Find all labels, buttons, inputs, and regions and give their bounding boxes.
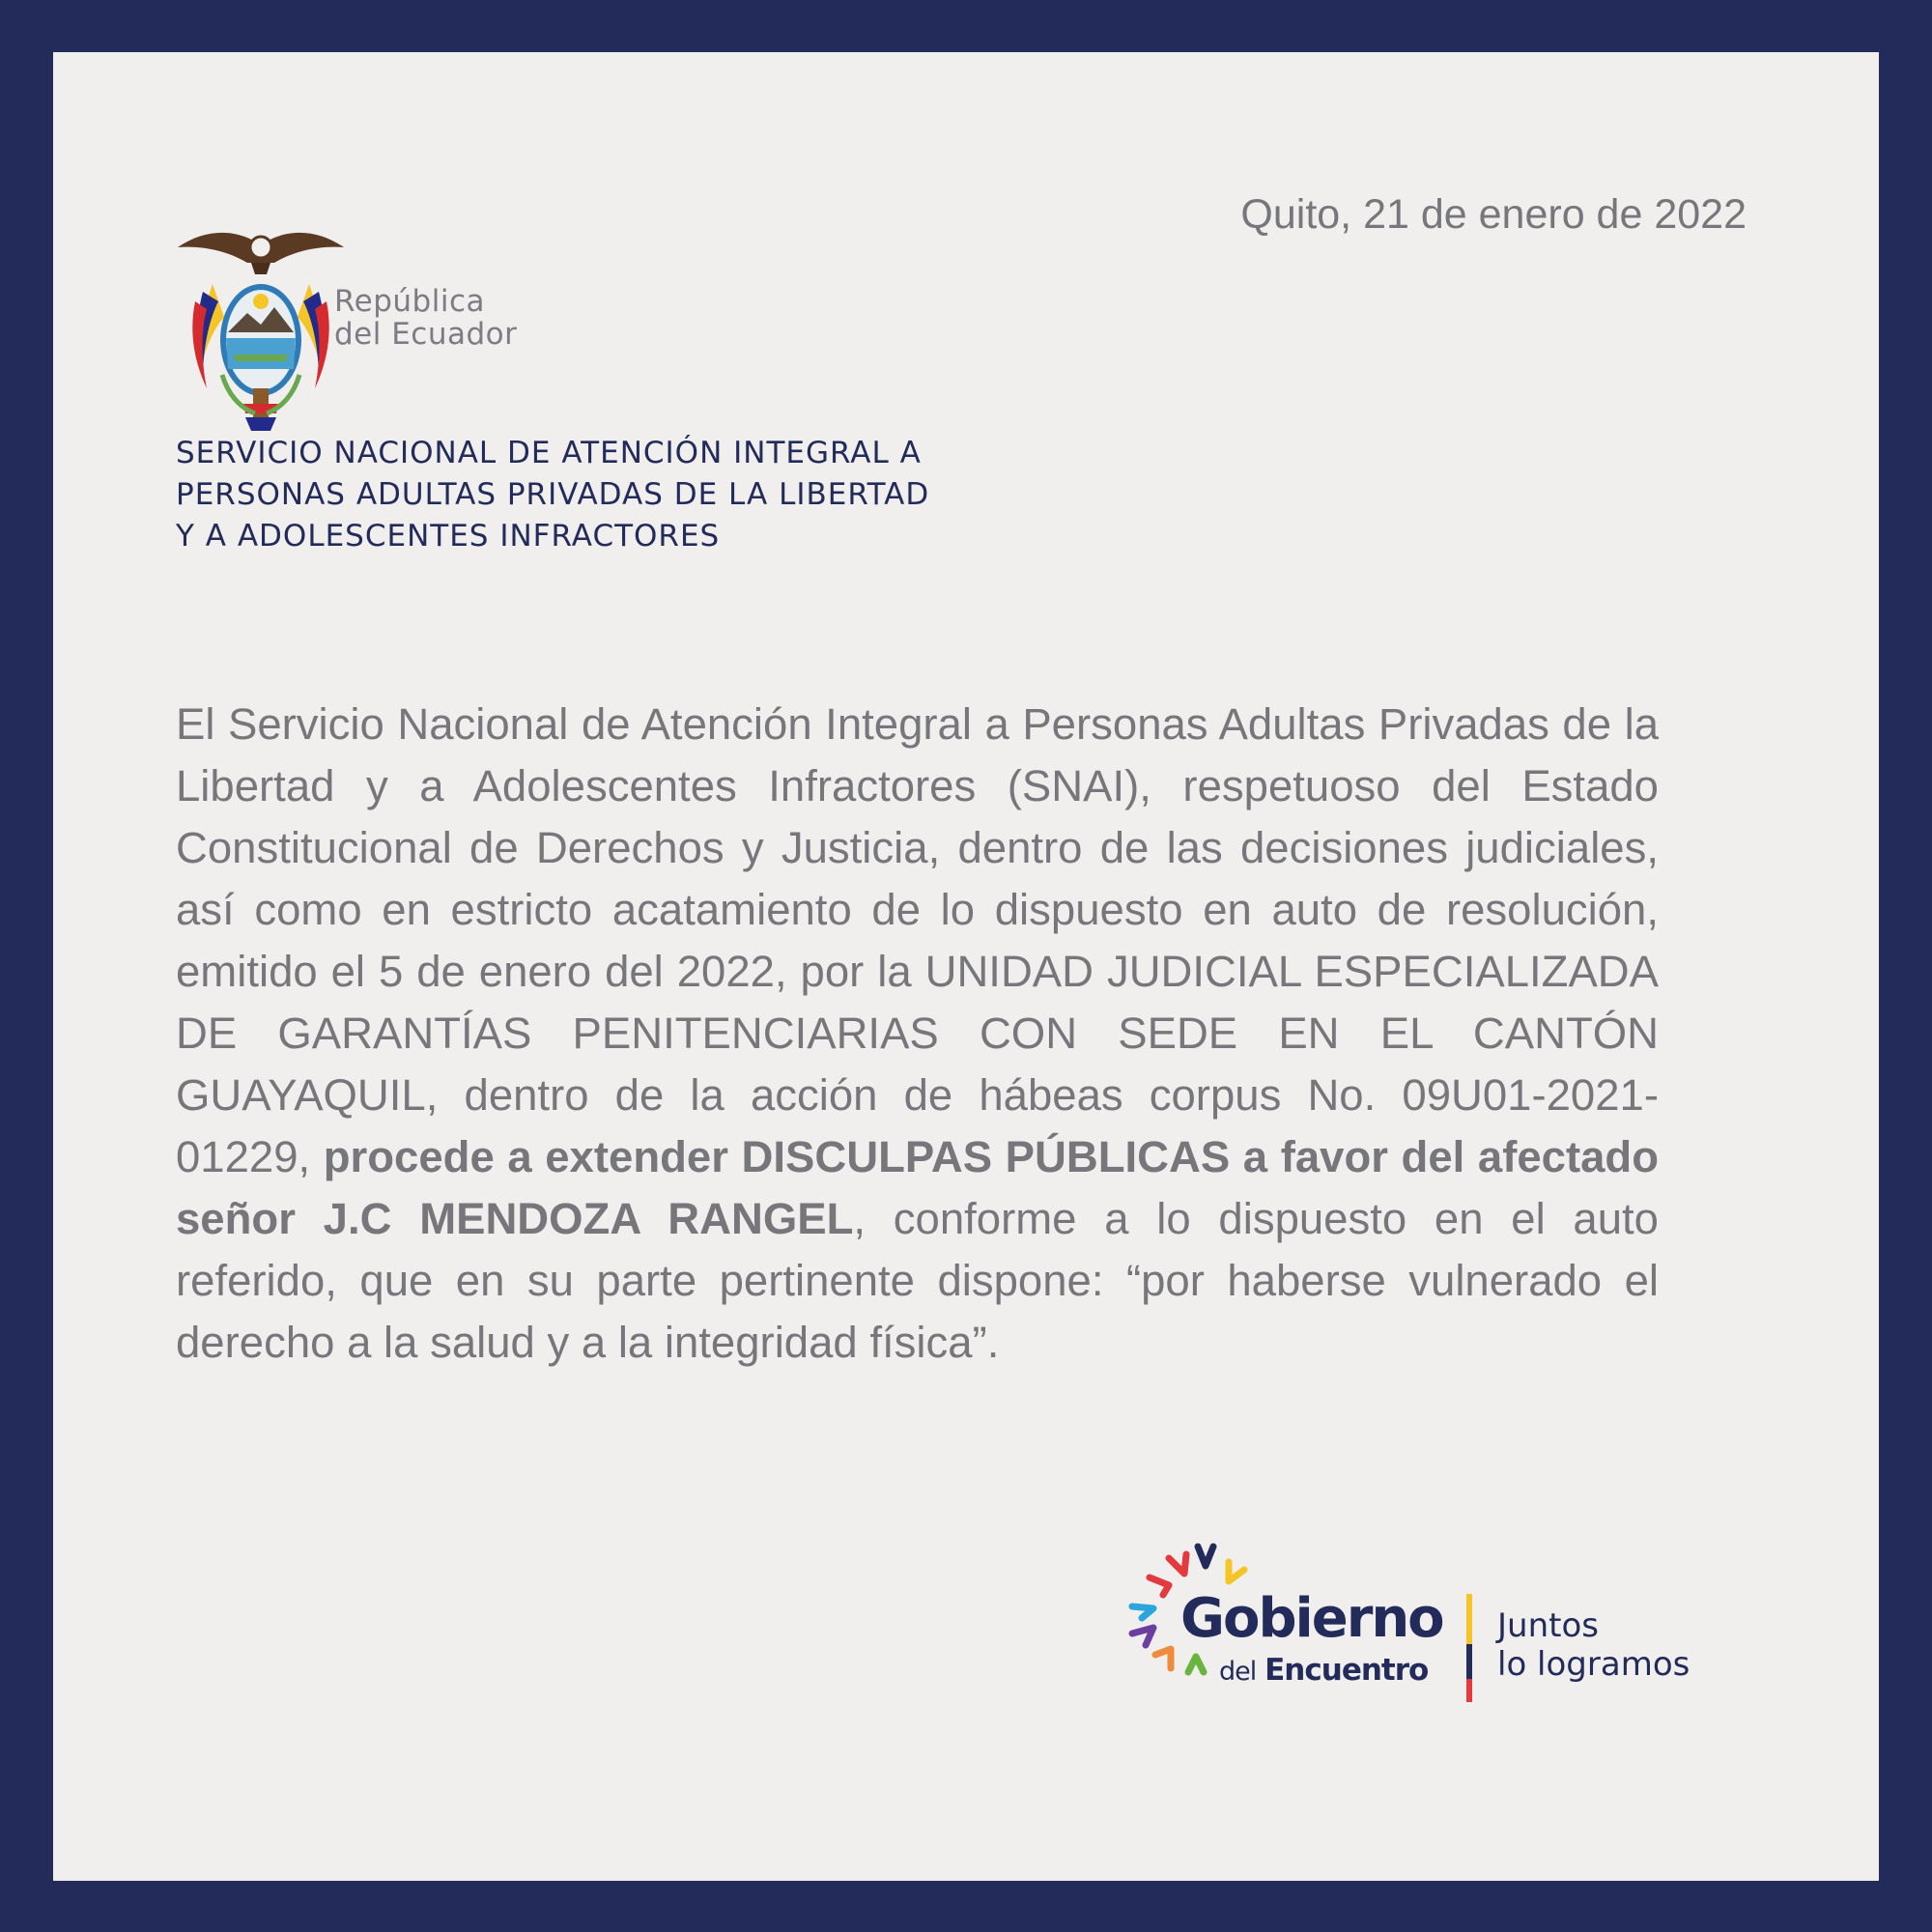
- republic-wordmark: [334, 285, 517, 351]
- divider-yellow: [1466, 1594, 1472, 1644]
- agency-name: [176, 433, 929, 557]
- agency-line-3: Y A ADOLESCENTES INFRACTORES: [176, 519, 721, 554]
- gobierno-word: Gobierno: [1180, 1587, 1443, 1650]
- statement-bold-apology: procede a extender DISCULPAS PÚBLICAS a favor del afectado señor J.C MENDOZA RANGEL: [176, 1132, 1659, 1243]
- statement-part-2: , conforme a lo dispuesto en el auto referido, que en su parte pertinente dispone: “por haberse vulnerado el derecho a la salud y a la integridad física”.: [176, 1194, 1659, 1367]
- agency-line-1: SERVICIO NACIONAL DE ATENCIÓN INTEGRAL A: [176, 436, 922, 470]
- gobierno-del: del: [1219, 1657, 1257, 1687]
- ecuador-coat-of-arms-icon: [174, 224, 348, 456]
- divider-blue: [1466, 1644, 1472, 1679]
- slogan-line-2: lo logramos: [1497, 1645, 1690, 1684]
- document-date: Quito, 21 de enero de 2022: [1240, 191, 1747, 238]
- statement-part-1: El Servicio Nacional de Atención Integral a Personas Adultas Privadas de la Libertad y a Adolescentes Infractores (SNAI), respetuoso del Estado Constitucional de Derechos y Justicia, dentro de las decisiones judiciales, así como en estricto acatamiento de lo dispuesto en auto de resolución, emitido el 5 de enero del 2022, por la UNIDAD JUDICIAL ESPECIALIZADA DE GARANTÍAS PENITENCIARIAS CON SEDE EN EL CANTÓN GUAYAQUIL, dentro de la acción de hábeas corpus No. 09U01-2021-01229,: [176, 699, 1659, 1181]
- statement-paragraph: [176, 694, 1659, 1374]
- gobierno-encuentro: Encuentro: [1264, 1653, 1429, 1688]
- republic-line-1: República: [334, 284, 485, 319]
- gobierno-subtitle: [1219, 1653, 1428, 1688]
- slogan: [1497, 1606, 1690, 1684]
- republic-line-2: del Ecuador: [334, 317, 518, 352]
- agency-line-2: PERSONAS ADULTAS PRIVADAS DE LA LIBERTAD: [176, 477, 930, 512]
- slogan-line-1: Juntos: [1497, 1606, 1599, 1645]
- divider-red: [1466, 1679, 1472, 1702]
